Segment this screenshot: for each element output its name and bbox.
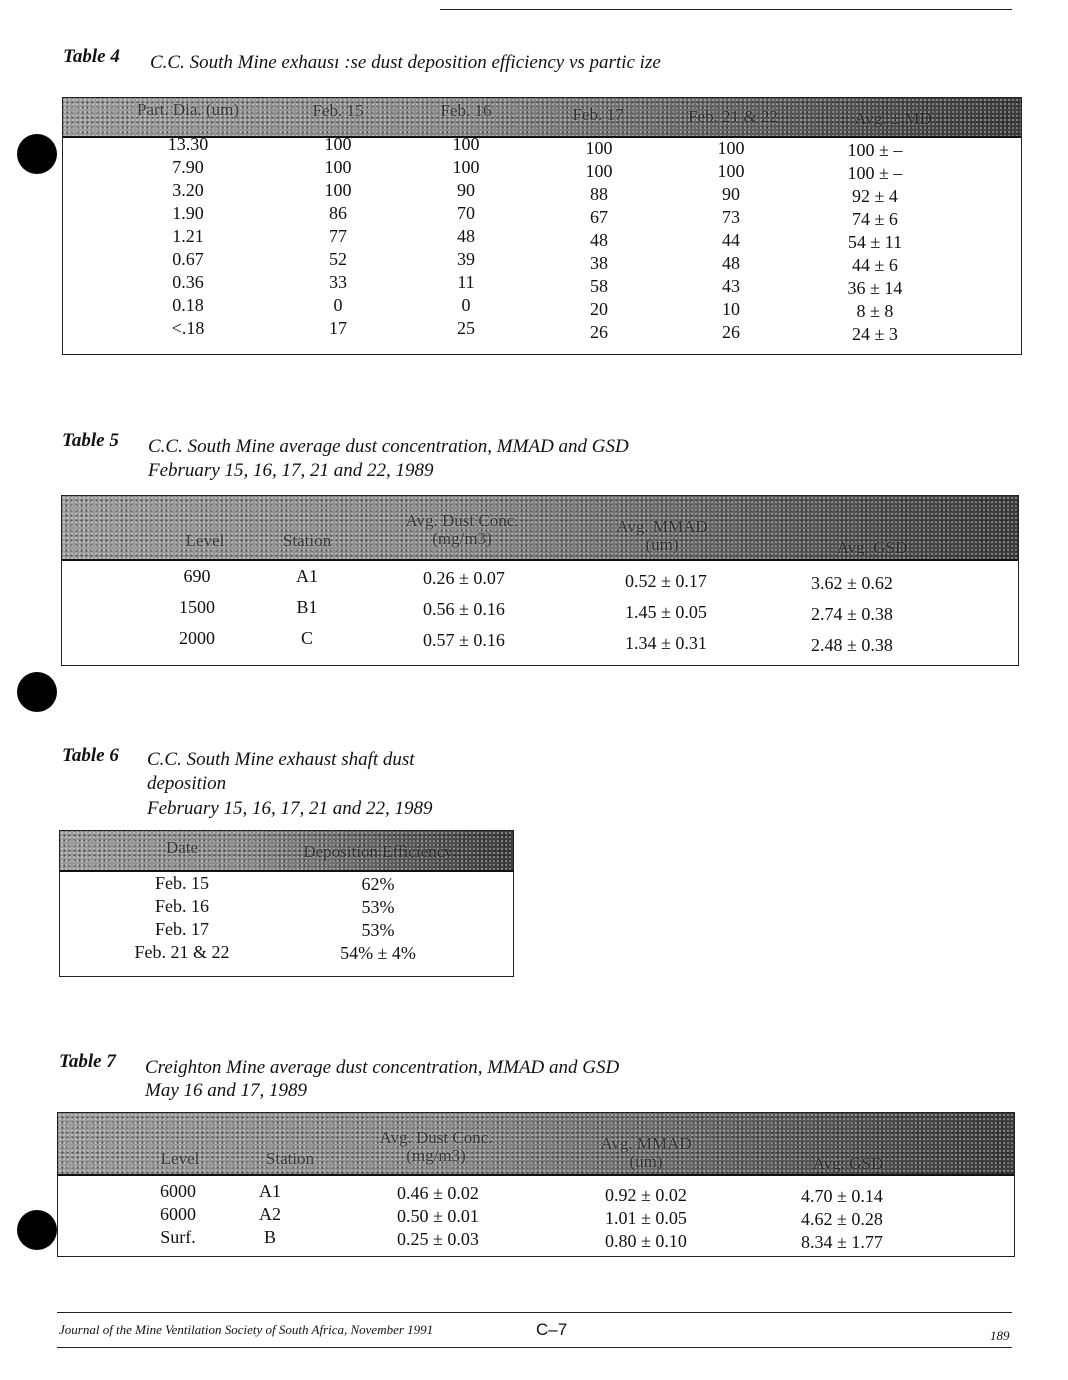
table4-header-cell: Feb. 17 [572,105,624,124]
table4-header-cell: Part. Dia. (um) [137,100,239,119]
table4-cell: 52 [329,249,347,269]
table4-cell: 70 [457,203,475,223]
table7-cell: Surf. [160,1227,196,1247]
table6 [59,830,514,977]
table4-cell: 20 [590,299,608,319]
table4-cell: 8 ± 8 [856,301,894,321]
table4-cell: 48 [457,226,475,246]
table4-label: Table 4 [63,46,120,67]
table4-cell: 100 [717,138,745,158]
punch-hole-top [17,134,57,174]
table4-cell: <.18 [171,318,205,338]
table7-cell: 1.01 ± 0.05 [605,1208,687,1228]
table5-cell: 690 [183,566,211,586]
table5-cell: 2000 [179,628,215,648]
table7-cell: 4.70 ± 0.14 [801,1186,883,1206]
table4-cell: 90 [722,184,740,204]
table4-cell: 100 ± – [847,140,903,160]
table5-cell: B1 [296,597,318,617]
table4-cell: 1.21 [172,226,204,246]
table4-cell: 25 [457,318,475,338]
table7-cell: 8.34 ± 1.77 [801,1232,883,1252]
table4-cell: 26 [590,322,608,342]
table4-header-cell: Feb. 21 & 22 [688,107,778,126]
table7-cell: 4.62 ± 0.28 [801,1209,883,1229]
table4-cell: 0.36 [172,272,204,292]
table7-cell: B [263,1227,277,1247]
table5-header-cell: Avg. MMAD (um) [616,517,708,554]
table5-cell: 0.52 ± 0.17 [625,571,707,591]
table5-cell: 1500 [179,597,215,617]
table4 [62,97,1022,355]
table4-cell: 39 [457,249,475,269]
table6-cell: Feb. 17 [155,919,209,939]
table4-cell: 100 [324,157,352,177]
footer-section: C–7 [536,1320,568,1339]
table7-header-cell: Station [265,1149,315,1168]
table7-caption-line2: May 16 and 17, 1989 [145,1080,308,1101]
table5-header [62,496,1018,561]
table6-header [60,831,513,872]
punch-hole-middle [17,672,57,712]
table4-cell: 0.67 [172,249,204,269]
table7-cell: 0.50 ± 0.01 [397,1206,479,1226]
table4-cell: 74 ± 6 [852,209,898,229]
table4-cell: 26 [722,322,740,342]
table5-cell: 1.34 ± 0.31 [625,633,707,653]
table6-cell: Feb. 16 [155,896,209,916]
table5 [61,495,1019,666]
table4-cell: 100 [717,161,745,181]
table5-header-cell: Station [282,531,332,550]
table5-cell: 0.56 ± 0.16 [423,599,505,619]
table4-cell: 67 [590,207,608,227]
table5-cell: 3.62 ± 0.62 [811,573,893,593]
table4-cell: 43 [722,276,740,296]
table7-header-cell: Avg. GSD [812,1154,884,1173]
top-rule [440,9,1012,10]
table4-cell: 1.90 [172,203,204,223]
table4-cell: 77 [329,226,347,246]
table4-cell: 13.30 [167,134,209,154]
punch-hole-bottom [17,1210,57,1250]
table7-cell: 6000 [160,1204,196,1224]
table4-cell: 58 [590,276,608,296]
table4-cell: 44 [722,230,740,250]
table4-caption: C.C. South Mine exhausı :se dust deposition efficiency vs partic ize [150,52,661,73]
table7-cell: A1 [259,1181,281,1201]
table5-label: Table 5 [62,430,119,451]
table4-cell: 38 [590,253,608,273]
table6-caption-line2: deposition [147,773,227,794]
table6-caption-line3: February 15, 16, 17, 21 and 22, 1989 [147,798,433,819]
table5-cell: 1.45 ± 0.05 [625,602,707,622]
table4-cell: 92 ± 4 [852,186,898,206]
footer-rule-top [57,1312,1012,1313]
table6-cell: Feb. 15 [155,873,209,893]
table4-cell: 0.18 [172,295,204,315]
footer-journal: Journal of the Mine Ventilation Society of South Africa, November 1991 [59,1322,434,1337]
table6-header-cell: Deposition Efficiency [303,842,453,861]
table7 [57,1112,1015,1257]
table5-cell: A1 [296,566,318,586]
table4-cell: 100 [324,134,352,154]
table5-header-cell: Level [185,531,225,550]
table7-header-cell: Avg. MMAD (um) [600,1134,692,1171]
table4-header-cell: Feb. 15 [312,101,364,120]
table4-cell: 100 [585,161,613,181]
table4-cell: 7.90 [172,157,204,177]
table4-cell: 100 [452,134,480,154]
table4-cell: 3.20 [172,180,204,200]
table4-cell: 24 ± 3 [852,324,898,344]
table7-label: Table 7 [59,1051,116,1072]
table4-header-cell: Avg. ± MD [854,109,932,128]
table4-cell: 100 [452,157,480,177]
table4-cell: 86 [329,203,347,223]
table4-cell: 44 ± 6 [852,255,898,275]
table7-cell: A2 [259,1204,281,1224]
table5-header-cell: Avg. GSD [836,538,908,557]
table6-cell: 53% [361,897,395,917]
table5-cell: 0.57 ± 0.16 [423,630,505,650]
table4-cell: 88 [590,184,608,204]
table7-header [58,1113,1014,1176]
table4-cell: 100 [585,138,613,158]
table4-cell: 36 ± 14 [847,278,903,298]
table7-header-cell: Avg. Dust Conc. (mg/m3) [379,1128,493,1165]
table7-cell: 0.25 ± 0.03 [397,1229,479,1249]
table4-header [63,98,1021,138]
table5-cell: C [300,628,314,648]
table6-cell: 54% ± 4% [340,943,416,963]
table4-cell: 0 [461,295,471,315]
table5-cell: 0.26 ± 0.07 [423,568,505,588]
table7-cell: 0.92 ± 0.02 [605,1185,687,1205]
table4-cell: 0 [333,295,343,315]
table7-cell: 0.80 ± 0.10 [605,1231,687,1251]
table5-cell: 2.48 ± 0.38 [811,635,893,655]
table4-cell: 48 [722,253,740,273]
table4-cell: 73 [722,207,740,227]
table5-header-cell: Avg. Dust Conc. (mg/m3) [405,511,519,548]
table4-cell: 54 ± 11 [847,232,903,252]
table7-cell: 6000 [160,1181,196,1201]
table4-cell: 10 [722,299,740,319]
table6-cell: Feb. 21 & 22 [134,942,230,962]
table7-header-cell: Level [160,1149,200,1168]
table4-cell: 33 [329,272,347,292]
table5-caption-line1: C.C. South Mine average dust concentration, MMAD and GSD [148,436,629,457]
footer-rule-bottom [57,1347,1012,1348]
table4-cell: 48 [590,230,608,250]
table6-caption-line1: C.C. South Mine exhaust shaft dust [147,749,415,770]
table7-cell: 0.46 ± 0.02 [397,1183,479,1203]
table6-cell: 53% [361,920,395,940]
footer-page-number: 189 [990,1328,1010,1343]
table4-cell: 100 ± – [847,163,903,183]
table4-cell: 11 [457,272,475,292]
table6-label: Table 6 [62,745,119,766]
table4-cell: 100 [324,180,352,200]
table5-caption-line2: February 15, 16, 17, 21 and 22, 1989 [148,460,434,481]
table6-cell: 62% [361,874,395,894]
table5-cell: 2.74 ± 0.38 [811,604,893,624]
table6-header-cell: Date [165,838,199,857]
table4-cell: 17 [329,318,347,338]
table4-header-cell: Feb. 16 [440,101,492,120]
table7-caption-line1: Creighton Mine average dust concentration, MMAD and GSD [145,1057,620,1078]
table4-cell: 90 [457,180,475,200]
